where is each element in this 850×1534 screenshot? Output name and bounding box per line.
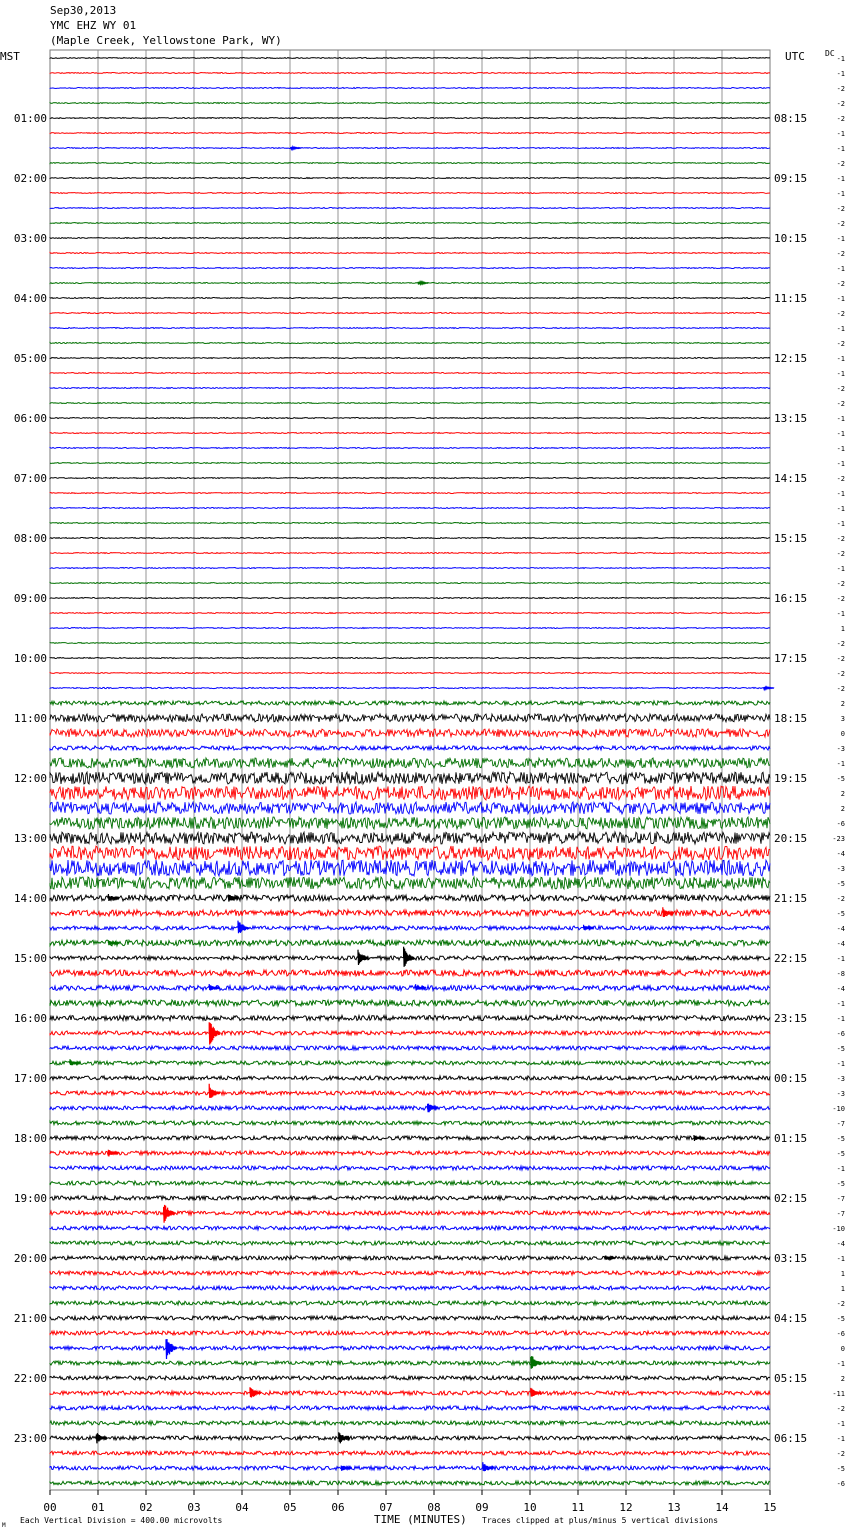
event-burst: [250, 1387, 261, 1397]
hour-label-utc: 09:15: [774, 172, 808, 185]
trace-line: [50, 463, 770, 464]
dc-offset-label: 1: [840, 1270, 845, 1278]
dc-offset-label: -1: [836, 760, 845, 768]
dc-offset-label: -2: [836, 385, 845, 393]
dc-offset-label: -3: [836, 745, 845, 753]
hour-label-utc: 02:15: [774, 1192, 808, 1205]
dc-offset-label: -2: [836, 685, 845, 693]
dc-offset-label: -2: [836, 595, 845, 603]
dc-offset-label: -4: [836, 925, 845, 933]
trace-line: [50, 283, 770, 284]
x-tick-label: 07: [379, 1501, 393, 1514]
dc-offset-label: -3: [836, 1075, 845, 1083]
header-date: Sep30,2013: [50, 4, 117, 17]
dc-offset-label: -5: [836, 880, 845, 888]
dc-offset-label: -1: [836, 265, 845, 273]
hour-label-utc: 14:15: [774, 472, 808, 485]
dc-offset-label: -1: [836, 1015, 845, 1023]
trace-line: [50, 1091, 770, 1095]
trace-line: [50, 328, 770, 329]
trace-line: [50, 1061, 770, 1065]
seismic-traces: [50, 58, 770, 1486]
dc-offset-label: -5: [836, 1180, 845, 1188]
dc-offset-label: -1: [836, 55, 845, 63]
trace-line: [50, 118, 770, 119]
trace-line: [50, 1106, 770, 1110]
x-tick-label: 03: [187, 1501, 201, 1514]
hour-label-utc: 01:15: [774, 1132, 808, 1145]
hour-label-utc: 20:15: [774, 832, 808, 845]
hour-label-mst: 10:00: [13, 652, 47, 665]
trace-line: [50, 940, 770, 946]
hour-label-mst: 04:00: [13, 292, 47, 305]
dc-offset-label: -4: [836, 850, 845, 858]
trace-line: [50, 1331, 770, 1335]
x-axis-title: TIME (MINUTES): [374, 1513, 467, 1526]
x-tick-label: 05: [283, 1501, 297, 1514]
trace-line: [50, 313, 770, 314]
trace-line: [50, 658, 770, 659]
dc-offset-label: -1: [836, 1060, 845, 1068]
trace-line: [50, 1241, 770, 1245]
dc-offset-label: -2: [836, 250, 845, 258]
trace-line: [50, 163, 770, 164]
left-axis-label: MST: [0, 50, 20, 63]
x-tick-label: 01: [91, 1501, 105, 1514]
dc-offset-label: -1: [836, 460, 845, 468]
trace-line: [50, 1226, 770, 1230]
trace-line: [50, 418, 770, 419]
trace-line: [50, 701, 770, 705]
trace-line: [50, 1031, 770, 1035]
dc-offset-label: -1: [836, 430, 845, 438]
hour-label-mst: 12:00: [13, 772, 47, 785]
dc-offset-label: -7: [836, 1210, 845, 1218]
dc-offset-label: -1: [836, 1165, 845, 1173]
dc-offset-label: -1: [836, 610, 845, 618]
dc-offset-label: -23: [832, 835, 845, 843]
trace-line: [50, 223, 770, 224]
trace-line: [50, 298, 770, 299]
dc-offset-label: -5: [836, 1465, 845, 1473]
dc-offset-label: -5: [836, 1045, 845, 1053]
dc-offset-label: -1: [836, 370, 845, 378]
trace-line: [50, 238, 770, 239]
event-burst: [605, 1256, 616, 1260]
clip-note: Traces clipped at plus/minus 5 vertical divisions: [482, 1516, 719, 1525]
trace-line: [50, 1076, 770, 1080]
trace-line: [50, 926, 770, 930]
right-axis-label: UTC: [785, 50, 805, 63]
dc-offset-label: -1: [836, 565, 845, 573]
dc-offset-label: -2: [836, 670, 845, 678]
x-tick-label: 04: [235, 1501, 249, 1514]
dc-offset-label: -2: [836, 655, 845, 663]
trace-line: [50, 1000, 770, 1006]
event-burst: [483, 1462, 494, 1471]
hour-label-mst: 02:00: [13, 172, 47, 185]
dc-offset-label: 1: [840, 1285, 845, 1293]
dc-offset-label: -1: [836, 490, 845, 498]
dc-offset-label: 2: [840, 790, 845, 798]
trace-line: [50, 613, 770, 614]
event-burst: [341, 1466, 352, 1471]
hour-label-mst: 09:00: [13, 592, 47, 605]
trace-line: [50, 1346, 770, 1350]
event-burst: [166, 1339, 177, 1359]
trace-line: [50, 817, 770, 829]
dc-offset-label: -7: [836, 1195, 845, 1203]
trace-line: [50, 193, 770, 194]
trace-line: [50, 1391, 770, 1395]
trace-line: [50, 1451, 770, 1455]
hour-label-mst: 07:00: [13, 472, 47, 485]
dc-offset-label: 3: [840, 715, 845, 723]
trace-line: [50, 1196, 770, 1200]
dc-offset-label: -2: [836, 85, 845, 93]
trace-line: [50, 388, 770, 389]
trace-line: [50, 178, 770, 179]
trace-line: [50, 433, 770, 434]
dc-offset-label: -1: [836, 295, 845, 303]
hour-label-utc: 08:15: [774, 112, 808, 125]
hour-label-mst: 13:00: [13, 832, 47, 845]
dc-offset-label: -1: [836, 1420, 845, 1428]
hour-label-utc: 11:15: [774, 292, 808, 305]
trace-line: [50, 832, 770, 844]
event-burst: [764, 687, 775, 689]
dc-offset-label: -3: [836, 1090, 845, 1098]
trace-line: [50, 1421, 770, 1425]
trace-line: [50, 1361, 770, 1365]
trace-line: [50, 846, 770, 860]
hour-label-utc: 10:15: [774, 232, 808, 245]
hour-label-utc: 23:15: [774, 1012, 808, 1025]
dc-label: DC: [825, 49, 835, 58]
trace-line: [50, 478, 770, 479]
hour-label-utc: 21:15: [774, 892, 808, 905]
trace-line: [50, 553, 770, 554]
event-burst: [108, 894, 119, 901]
event-burst: [339, 1432, 350, 1443]
trace-line: [50, 1211, 770, 1215]
trace-line: [50, 358, 770, 359]
trace-line: [50, 373, 770, 374]
event-burst: [164, 1205, 175, 1223]
trace-line: [50, 1181, 770, 1185]
dc-offset-label: -2: [836, 100, 845, 108]
dc-offset-label: -5: [836, 1135, 845, 1143]
trace-line: [50, 73, 770, 74]
trace-line: [50, 986, 770, 991]
hour-label-mst: 14:00: [13, 892, 47, 905]
dc-offset-label: -1: [836, 325, 845, 333]
dc-offset-label: -11: [832, 1390, 845, 1398]
hour-label-mst: 06:00: [13, 412, 47, 425]
hour-label-utc: 12:15: [774, 352, 808, 365]
dc-offset-label: -1: [836, 175, 845, 183]
trace-line: [50, 148, 770, 149]
dc-offset-label: -2: [836, 205, 845, 213]
trace-line: [50, 1016, 770, 1021]
hour-label-mst: 15:00: [13, 952, 47, 965]
x-tick-label: 15: [763, 1501, 777, 1514]
trace-line: [50, 1256, 770, 1260]
hour-label-utc: 17:15: [774, 652, 808, 665]
dc-offset-label: -1: [836, 1255, 845, 1263]
dc-offset-label: -2: [836, 340, 845, 348]
trace-line: [50, 448, 770, 449]
dc-offset-label: -4: [836, 1240, 845, 1248]
trace-line: [50, 1436, 770, 1440]
dc-offset-label: -1: [836, 70, 845, 78]
trace-line: [50, 729, 770, 737]
hour-label-utc: 04:15: [774, 1312, 808, 1325]
trace-line: [50, 786, 770, 800]
event-burst: [531, 1388, 542, 1397]
header-location: (Maple Creek, Yellowstone Park, WY): [50, 34, 282, 47]
dc-offset-label: -2: [836, 640, 845, 648]
dc-offset-label: -1: [836, 1000, 845, 1008]
trace-line: [50, 1481, 770, 1485]
x-tick-label: 14: [715, 1501, 729, 1514]
x-tick-label: 13: [667, 1501, 681, 1514]
trace-line: [50, 1286, 770, 1290]
x-tick-label: 00: [43, 1501, 57, 1514]
scale-note: Each Vertical Division = 400.00 microvolts: [20, 1516, 223, 1525]
trace-line: [50, 910, 770, 916]
event-burst: [209, 1084, 220, 1098]
dc-offset-label: -6: [836, 1480, 845, 1488]
dc-offset-label: -2: [836, 400, 845, 408]
hour-label-mst: 21:00: [13, 1312, 47, 1325]
trace-line: [50, 1406, 770, 1410]
dc-offset-label: 2: [840, 700, 845, 708]
dc-offset-label: -10: [832, 1105, 845, 1113]
trace-line: [50, 970, 770, 976]
dc-offset-label: -5: [836, 775, 845, 783]
dc-offset-label: -1: [836, 955, 845, 963]
hour-label-utc: 03:15: [774, 1252, 808, 1265]
dc-offset-label: -2: [836, 550, 845, 558]
trace-line: [50, 508, 770, 509]
trace-line: [50, 895, 770, 901]
trace-line: [50, 583, 770, 584]
hour-label-mst: 20:00: [13, 1252, 47, 1265]
dc-offset-label: -1: [836, 355, 845, 363]
trace-line: [50, 628, 770, 629]
trace-line: [50, 103, 770, 104]
dc-offset-label: -2: [836, 220, 845, 228]
event-burst: [531, 1356, 542, 1369]
trace-line: [50, 746, 770, 750]
dc-offset-label: -2: [836, 1405, 845, 1413]
x-tick-label: 11: [571, 1501, 585, 1514]
hour-label-mst: 16:00: [13, 1012, 47, 1025]
dc-offset-label: -2: [836, 160, 845, 168]
trace-line: [50, 1166, 770, 1170]
dc-offset-label: 0: [840, 730, 845, 738]
trace-line: [50, 343, 770, 344]
dc-offset-label: -1: [836, 235, 845, 243]
hour-label-utc: 19:15: [774, 772, 808, 785]
event-burst: [428, 1104, 439, 1113]
trace-line: [50, 58, 770, 59]
hour-label-utc: 15:15: [774, 532, 808, 545]
hour-label-utc: 13:15: [774, 412, 808, 425]
trace-line: [50, 714, 770, 722]
x-tick-label: 10: [523, 1501, 537, 1514]
dc-offset-label: 2: [840, 1375, 845, 1383]
trace-line: [50, 1316, 770, 1320]
x-tick-label: 12: [619, 1501, 633, 1514]
dc-offset-label: -1: [836, 445, 845, 453]
hour-label-utc: 05:15: [774, 1372, 808, 1385]
event-burst: [418, 282, 429, 285]
dc-offset-label: 1: [840, 625, 845, 633]
hour-label-mst: 18:00: [13, 1132, 47, 1145]
dc-offset-label: -1: [836, 520, 845, 528]
dc-offset-label: -7: [836, 1120, 845, 1128]
dc-offset-label: -8: [836, 970, 845, 978]
trace-line: [50, 403, 770, 404]
hour-label-mst: 23:00: [13, 1432, 47, 1445]
x-tick-label: 09: [475, 1501, 489, 1514]
event-burst: [404, 947, 415, 967]
dc-offset-label: -5: [836, 910, 845, 918]
dc-offset-label: -4: [836, 985, 845, 993]
dc-offset-label: -2: [836, 115, 845, 123]
hour-label-mst: 05:00: [13, 352, 47, 365]
dc-offset-label: -6: [836, 1030, 845, 1038]
dc-offset-label: 0: [840, 1345, 845, 1353]
trace-line: [50, 133, 770, 134]
dc-offset-label: -1: [836, 1360, 845, 1368]
corner-mark: M: [2, 1522, 6, 1529]
hour-label-mst: 03:00: [13, 232, 47, 245]
hour-label-mst: 17:00: [13, 1072, 47, 1085]
trace-line: [50, 523, 770, 524]
trace-line: [50, 802, 770, 814]
event-burst: [238, 921, 249, 934]
event-burst: [291, 147, 302, 149]
dc-offset-label: -2: [836, 895, 845, 903]
dc-offset-label: -4: [836, 940, 845, 948]
dc-offset-label: -10: [832, 1225, 845, 1233]
trace-line: [50, 493, 770, 494]
trace-line: [50, 1271, 770, 1275]
dc-offset-label: -2: [836, 475, 845, 483]
hour-label-utc: 18:15: [774, 712, 808, 725]
x-tick-label: 06: [331, 1501, 345, 1514]
trace-line: [50, 253, 770, 254]
trace-line: [50, 673, 770, 674]
event-burst: [209, 1022, 220, 1044]
trace-line: [50, 1376, 770, 1380]
trace-line: [50, 1121, 770, 1125]
trace-line: [50, 643, 770, 644]
hour-label-utc: 00:15: [774, 1072, 808, 1085]
dc-offset-label: -5: [836, 1315, 845, 1323]
dc-offset-label: -3: [836, 865, 845, 873]
trace-line: [50, 268, 770, 269]
hour-label-mst: 22:00: [13, 1372, 47, 1385]
dc-offset-label: 2: [840, 805, 845, 813]
hour-label-utc: 06:15: [774, 1432, 808, 1445]
dc-offset-label: -1: [836, 190, 845, 198]
x-tick-label: 02: [139, 1501, 153, 1514]
trace-line: [50, 877, 770, 889]
trace-line: [50, 1466, 770, 1470]
axis-labels: [14, 55, 845, 1514]
dc-offset-label: -2: [836, 280, 845, 288]
hour-label-utc: 22:15: [774, 952, 808, 965]
dc-offset-label: -1: [836, 145, 845, 153]
trace-line: [50, 860, 770, 876]
trace-line: [50, 1136, 770, 1140]
trace-line: [50, 1301, 770, 1305]
dc-offset-label: -1: [836, 505, 845, 513]
dc-offset-label: -6: [836, 820, 845, 828]
hour-label-utc: 16:15: [774, 592, 808, 605]
dc-offset-label: -5: [836, 1150, 845, 1158]
dc-offset-label: -2: [836, 580, 845, 588]
trace-line: [50, 772, 770, 784]
trace-line: [50, 758, 770, 768]
dc-offset-label: -1: [836, 130, 845, 138]
trace-line: [50, 568, 770, 569]
trace-line: [50, 687, 770, 688]
event-burst: [209, 984, 220, 990]
x-tick-label: 08: [427, 1501, 441, 1514]
trace-line: [50, 208, 770, 209]
hour-label-mst: 08:00: [13, 532, 47, 545]
dc-offset-label: -6: [836, 1330, 845, 1338]
trace-line: [50, 538, 770, 539]
dc-offset-label: -2: [836, 310, 845, 318]
hour-label-mst: 01:00: [13, 112, 47, 125]
hour-label-mst: 19:00: [13, 1192, 47, 1205]
dc-offset-label: -2: [836, 1450, 845, 1458]
dc-offset-label: -1: [836, 1435, 845, 1443]
event-burst: [358, 950, 369, 965]
trace-line: [50, 88, 770, 89]
header-station: YMC EHZ WY 01: [50, 19, 137, 32]
dc-offset-label: -2: [836, 535, 845, 543]
dc-offset-label: -2: [836, 1300, 845, 1308]
hour-label-mst: 11:00: [13, 712, 47, 725]
dc-offset-label: -1: [836, 415, 845, 423]
trace-line: [50, 598, 770, 599]
trace-line: [50, 1151, 770, 1155]
event-burst: [108, 1150, 119, 1157]
trace-line: [50, 1046, 770, 1050]
